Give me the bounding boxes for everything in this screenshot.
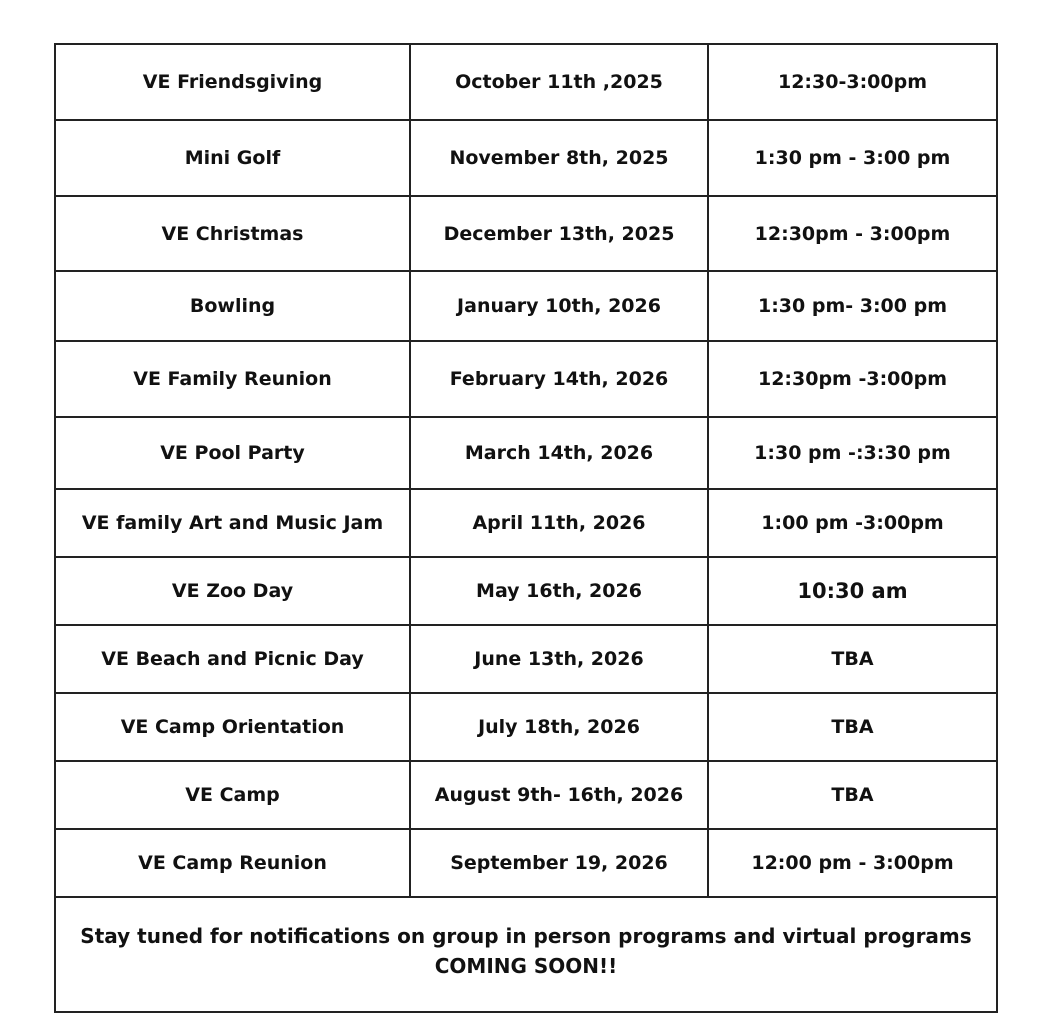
event-time-cell: 12:30-3:00pm	[777, 71, 928, 93]
event-name-cell: VE Camp Reunion	[56, 830, 411, 896]
event-time-cell: 1:00 pm -3:00pm	[761, 512, 944, 534]
event-date-cell: January 10th, 2026	[411, 272, 709, 340]
table-row	[56, 418, 996, 490]
table-row	[56, 45, 996, 121]
event-date-cell: August 9th- 16th, 2026	[411, 762, 709, 828]
table-row	[56, 830, 996, 898]
event-date-cell: October 11th ,2025	[411, 45, 709, 119]
event-name-cell: VE Camp Orientation	[56, 694, 411, 760]
event-time-cell: 12:30pm - 3:00pm	[754, 222, 951, 245]
coming-soon-notice	[56, 898, 996, 1011]
event-time-cell: 12:30pm -3:00pm	[757, 368, 948, 390]
event-time-cell: TBA	[831, 784, 874, 806]
event-name-cell: VE Zoo Day	[56, 558, 411, 624]
event-time-cell: 1:30 pm- 3:00 pm	[757, 295, 948, 317]
event-name-cell: VE Family Reunion	[56, 342, 411, 416]
event-time-cell: 1:30 pm -:3:30 pm	[754, 442, 951, 464]
table-row	[56, 342, 996, 418]
table-row	[56, 626, 996, 694]
event-time-cell: TBA	[831, 716, 874, 738]
coming-soon-text: COMING SOON!!	[434, 953, 618, 978]
event-name-cell: VE Friendsgiving	[56, 45, 411, 119]
event-time-cell: TBA	[831, 648, 874, 670]
event-name-cell: VE Pool Party	[56, 418, 411, 488]
table-row	[56, 121, 996, 197]
table-row	[56, 558, 996, 626]
event-date-cell: February 14th, 2026	[411, 342, 709, 416]
event-name-cell: VE Camp	[56, 762, 411, 828]
event-name-cell: VE Beach and Picnic Day	[56, 626, 411, 692]
event-name-cell: Mini Golf	[56, 121, 411, 195]
event-name-cell: VE family Art and Music Jam	[56, 490, 411, 556]
table-row	[56, 694, 996, 762]
event-date-cell: May 16th, 2026	[411, 558, 709, 624]
event-date-cell: March 14th, 2026	[411, 418, 709, 488]
notice-text: Stay tuned for notifications on group in person programs and virtual programs	[80, 923, 972, 948]
event-date-cell: December 13th, 2025	[411, 197, 709, 270]
event-time-cell: 1:30 pm - 3:00 pm	[754, 147, 951, 169]
table-row	[56, 490, 996, 558]
event-name-cell: Bowling	[56, 272, 411, 340]
event-schedule-table	[54, 43, 998, 1013]
event-date-cell: November 8th, 2025	[411, 121, 709, 195]
table-row	[56, 272, 996, 342]
table-row	[56, 197, 996, 272]
table-row	[56, 762, 996, 830]
event-date-cell: July 18th, 2026	[411, 694, 709, 760]
event-date-cell: September 19, 2026	[411, 830, 709, 896]
event-date-cell: April 11th, 2026	[411, 490, 709, 556]
event-time-cell: 12:00 pm - 3:00pm	[751, 852, 954, 874]
event-date-cell: June 13th, 2026	[411, 626, 709, 692]
event-time-cell: 10:30 am	[797, 579, 908, 603]
event-name-cell: VE Christmas	[56, 197, 411, 270]
